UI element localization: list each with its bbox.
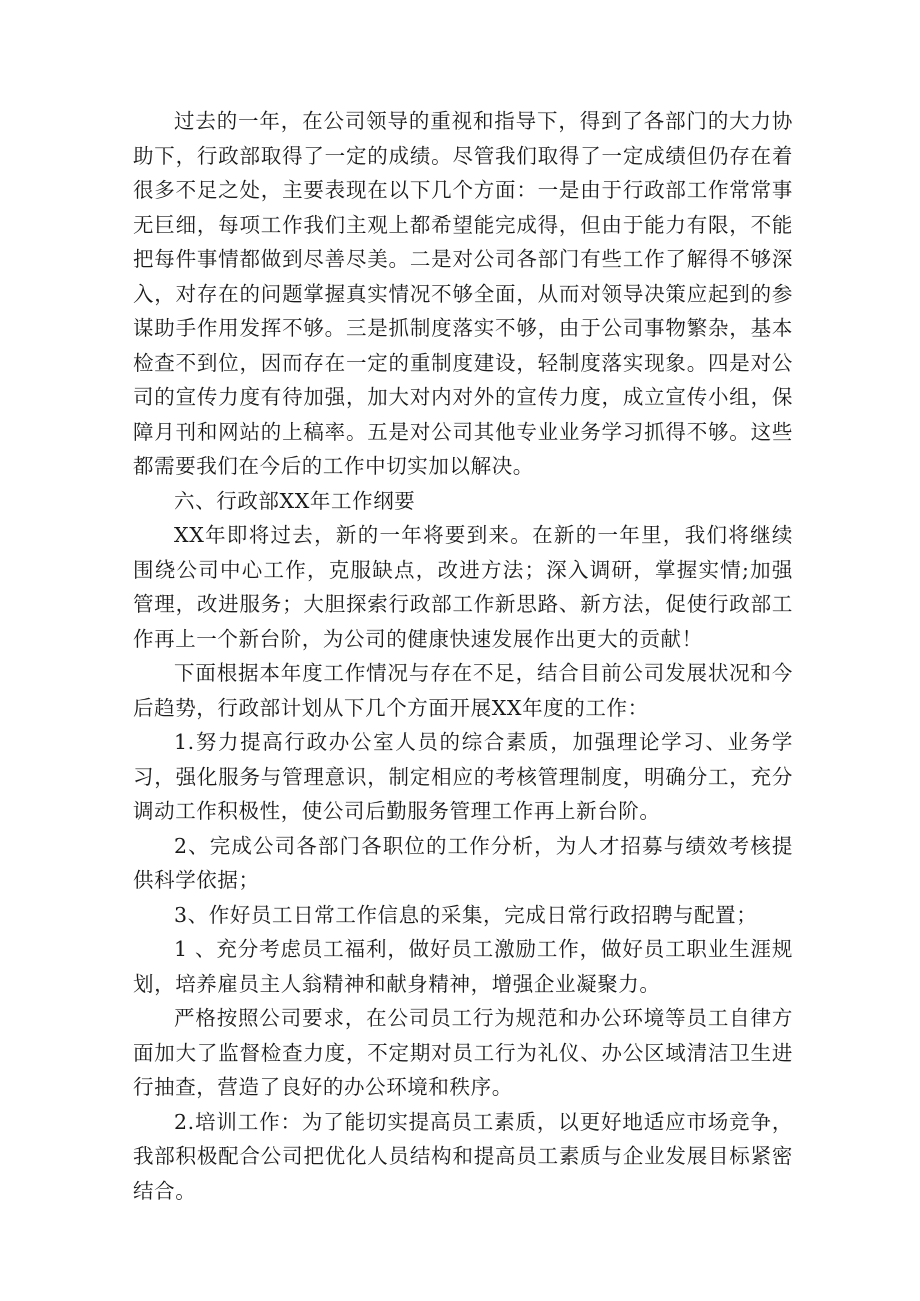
paragraph-item-1: 1.努力提高行政办公室人员的综合素质，加强理论学习、业务学习，强化服务与管理意识，制定相应的考核管理制度，明确分工，充分调动工作积极性，使公司后勤服务管理工作再上新台阶。 xyxy=(133,730,793,823)
document-page xyxy=(133,104,793,1208)
paragraph-outlook: XX年即将过去，新的一年将要到来。在新的一年里，我们将继续围绕公司中心工作，克服缺点，改进方法；深入调研，掌握实情;加强管理，改进服务；大胆探索行政部工作新思路、新方法，促使行政部工作再上一个新台阶，为公司的健康快速发展作出更大的贡献！ xyxy=(133,523,793,651)
paragraph-item-2: 2、完成公司各部门各职位的工作分析，为人才招募与绩效考核提供科学依据； xyxy=(133,833,793,892)
section-heading: 六、行政部XX年工作纲要 xyxy=(174,488,416,513)
paragraph-item-3: 3、作好员工日常工作信息的采集，完成日常行政招聘与配置； xyxy=(174,902,758,927)
paragraph-plan-intro: 下面根据本年度工作情况与存在不足，结合目前公司发展状况和今后趋势，行政部计划从下几个方面开展XX年度的工作： xyxy=(133,661,793,720)
paragraph-training: 2.培训工作：为了能切实提高员工素质，以更好地适应市场竞争，我部积极配合公司把优化人员结构和提高员工素质与企业发展目标紧密结合。 xyxy=(133,1109,793,1203)
paragraph-item-welfare: 1 、充分考虑员工福利，做好员工激励工作，做好员工职业生涯规划，培养雇员主人翁精神和献身精神，增强企业凝聚力。 xyxy=(133,937,793,996)
paragraph-summary: 过去的一年，在公司领导的重视和指导下，得到了各部门的大力协助下，行政部取得了一定的成绩。尽管我们取得了一定成绩但仍存在着很多不足之处，主要表现在以下几个方面：一是由于行政部工作常常事无巨细，每项工作我们主观上都希望能完成得，但由于能力有限，不能把每件事情都做到尽善尽美。二是对公司各部门有些工作了解得不够深入，对存在的问题掌握真实情况不够全面，从而对领导决策应起到的参谋助手作用发挥不够。三是抓制度落实不够，由于公司事物繁杂，基本检查不到位，因而存在一定的重制度建设，轻制度落实现象。四是对公司的宣传力度有待加强，加大对内对外的宣传力度，成立宣传小组，保障月刊和网站的上稿率。五是对公司其他专业业务学习抓得不够。这些都需要我们在今后的工作中切实加以解决。 xyxy=(133,109,793,478)
paragraph-discipline: 严格按照公司要求，在公司员工行为规范和办公环境等员工自律方面加大了监督检查力度，不定期对员工行为礼仪、办公区域清洁卫生进行抽查，营造了良好的办公环境和秩序。 xyxy=(133,1006,793,1099)
